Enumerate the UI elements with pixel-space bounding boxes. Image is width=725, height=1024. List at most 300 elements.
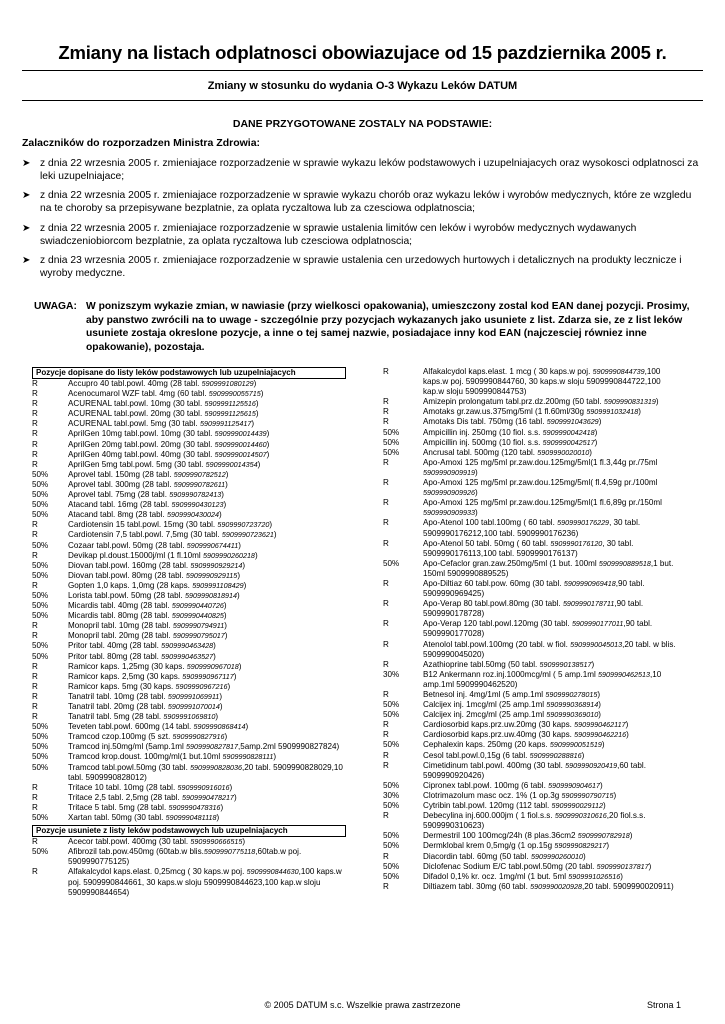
table-row — [32, 470, 346, 480]
drug-entry: Apo-Amoxi 125 mg/5ml pr.zaw.dou.125mg/5ml( fl.4,59g pr./100ml 5909990909926) — [423, 478, 658, 498]
page-subtitle: Zmiany w stosunku do wydania O-3 Wykazu Leków DATUM — [207, 80, 518, 92]
section-header: Pozycje usuniete z listy leków podstawowych lub uzupelniajacych — [32, 825, 346, 837]
ean-code: 5909991069810 — [163, 712, 216, 722]
reimbursement-code: R — [32, 409, 38, 419]
table-row — [32, 742, 346, 752]
drug-entry: Pritor tabl. 40mg (28 tabl. 5909990463428) — [68, 641, 216, 651]
reimbursement-code: R — [383, 498, 389, 508]
drug-entry-tail: ) — [598, 700, 601, 710]
ean-code: 5909990795017 — [172, 631, 225, 641]
page-number: Strona 1 — [646, 1000, 681, 1010]
drug-entry-tail: ) — [598, 710, 601, 720]
drug-entry-tail: ) — [606, 841, 610, 851]
drug-entry: Acecor tabl.powl. 400mg (30 tabl. 5909990666515) — [68, 837, 246, 847]
drug-entry: Ramicor kaps. 5mg (30 kaps. 5909990967216) — [68, 681, 231, 691]
ean-code: 5909990478217 — [181, 792, 234, 802]
table-row — [383, 397, 683, 407]
drug-entry: Afibrozil tab.pow.450mg (60tab.w blis.5909990775118,60tab.w poj. 5909990775125) — [68, 847, 302, 867]
ean-code: 5909990260010 — [530, 851, 583, 861]
table-row — [383, 781, 683, 791]
drug-entry: Accupro 40 tabl.powl. 40mg (28 tabl. 5909991080129) — [68, 379, 257, 388]
drug-entry-tail: ) — [589, 447, 592, 457]
drug-entry: AprilGen 20mg tabl.powl. 20mg (30 tabl. 5909990014460) — [68, 439, 270, 449]
table-row — [32, 722, 346, 732]
ean-code: 5909990051519 — [549, 740, 602, 750]
drug-entry-tail: ) — [213, 651, 216, 661]
reimbursement-code: R — [383, 881, 389, 891]
table-row — [32, 631, 346, 641]
drug-entry-tail: ) — [597, 690, 601, 699]
drug-entry: Tanatril tabl. 20mg (28 tabl. 5909991070014) — [68, 702, 223, 711]
ean-code: 5909990278015 — [545, 690, 598, 699]
drug-entry: Atacand tabl. 8mg (28 tabl. 5909990430024) — [68, 510, 222, 520]
table-row — [32, 793, 346, 803]
ean-code: 5909991125615 — [204, 409, 256, 419]
drug-entry-tail: ) — [233, 792, 237, 802]
ean-code: 5909991069911 — [167, 691, 220, 701]
drug-entry: Diovan tabl.powl. 160mg (28 tabl. 5909990929214) — [68, 560, 246, 570]
ean-code: 5909990042418 — [542, 427, 595, 437]
ean-code: 5909990666515 — [190, 837, 243, 847]
reimbursement-code: R — [32, 399, 38, 409]
table-row — [32, 561, 346, 571]
drug-entry-tail: ,20 tabl. 5909990828029,10 tabl. 5909990828012) — [68, 762, 343, 782]
ean-code: 5909991108429 — [192, 580, 244, 590]
reimbursement-code: R — [32, 379, 38, 388]
ean-code: 5909990674411 — [186, 540, 239, 550]
table-row — [383, 801, 683, 811]
drug-entry-tail: ) — [224, 732, 228, 742]
ean-code: 5909990176229 — [557, 518, 610, 528]
reimbursement-code: R — [383, 639, 389, 649]
reimbursement-code: 50% — [383, 558, 400, 568]
copyright: © 2005 DATUM s.c. Wszelkie prawa zastrzezone — [264, 1000, 461, 1010]
drug-entry: Apo-Cefaclor gran.zaw.250mg/5ml (1 but. 100ml 5909990889518,1 but. 150ml 5909990889525) — [423, 558, 674, 578]
reimbursement-code: 50% — [32, 510, 49, 520]
table-row — [383, 428, 683, 438]
table-row — [383, 579, 683, 599]
table-row — [32, 581, 346, 591]
reimbursement-code: R — [32, 621, 38, 631]
ean-code: 5909990829217 — [554, 841, 607, 851]
table-row — [32, 571, 346, 581]
ean-code: 5909991032418 — [586, 407, 639, 417]
table-row — [32, 399, 346, 409]
table-row — [383, 831, 683, 841]
drug-entry-tail: ) — [600, 780, 603, 790]
reimbursement-code: 50% — [32, 813, 49, 823]
drug-entry: Gopten 1,0 kaps. 1,0mg (28 kaps. 5909991108429) — [68, 580, 247, 590]
table-row — [383, 761, 683, 781]
reimbursement-code: 50% — [383, 841, 400, 851]
table-row — [32, 692, 346, 702]
drug-entry: Xartan tabl. 50mg (30 tabl. 5909990481118) — [68, 813, 220, 823]
table-row — [383, 640, 683, 660]
arrow-bullet-icon: ➤ — [22, 255, 31, 266]
reimbursement-code: R — [32, 782, 38, 792]
ean-code: 5909990430024 — [166, 510, 219, 520]
reimbursement-code: R — [32, 520, 38, 530]
drug-entry-tail: ) — [254, 550, 258, 560]
reimbursement-code: R — [383, 367, 389, 376]
reimbursement-code: 50% — [32, 732, 49, 742]
reimbursement-code: R — [32, 867, 38, 877]
ean-code: 5909990369010 — [546, 710, 599, 720]
drug-entry: Acenocumarol WZF tabl. 4mg (60 tabl. 5909990055715) — [68, 389, 264, 399]
page-title: Zmiany na listach odplatnosci obowiazujace od 15 pazdziernika 2005 r. — [58, 42, 667, 63]
reimbursement-code: 50% — [383, 437, 400, 447]
drug-entry: Apo-Diltiaz 60 tabl.pow. 60mg (30 tabl. 5909990969418,90 tabl. 5909990969425) — [423, 578, 645, 599]
drug-entry: Ramicor kaps. 2,5mg (30 kaps. 5909990967117) — [68, 671, 237, 681]
ean-code: 5909991125417 — [199, 419, 252, 429]
drug-entry-tail: ) — [655, 397, 659, 407]
drug-entry-tail: ) — [224, 621, 227, 631]
table-row — [32, 611, 346, 621]
table-row — [383, 458, 683, 478]
drug-entry: Apo-Amoxi 125 mg/5ml pr.zaw.dou.125mg/5ml(1 fl.6,89g pr./150ml 5909990909933) — [423, 498, 662, 518]
drug-entry: Cardiotensin 7,5 tabl.powl. 7,5mg (30 tabl. 5909990723621) — [68, 530, 277, 540]
drug-entry-tail: ,90 tabl. 5909990177028) — [423, 619, 653, 639]
drug-entry: Tramcod krop.doust. 100mg/ml(1 but.10ml 5909990828111) — [68, 752, 277, 762]
drug-entry: Debecylina inj.600.000jm ( 1 fiol.s.s. 5909990310616,20 fiol.s.s. 5909990310623) — [423, 811, 646, 831]
drug-entry-tail: ,90 tabl. 5909990178728) — [423, 599, 644, 619]
drug-entry-tail: ) — [216, 813, 220, 823]
table-row — [32, 702, 346, 712]
bullet-item: ➤ z dnia 23 wrzesnia 2005 r. zmieniajace rozporzadzenie w sprawie ustalenia cen urzedowych hurtowych i detalicznych na produkty lecznicze i wyroby medyczne. — [22, 255, 682, 279]
ean-code: 5909990969418 — [563, 578, 616, 588]
ean-code: 5909990260218 — [202, 550, 255, 560]
reimbursement-code: R — [32, 459, 38, 469]
reimbursement-code: R — [32, 837, 38, 847]
drug-entry-tail: ) — [269, 520, 273, 530]
drug-entry-tail: ) — [474, 467, 478, 477]
table-row — [383, 448, 683, 458]
ean-code: 5909990481118 — [165, 813, 217, 823]
drug-entry: Diovan tabl.powl. 80mg (28 tabl. 5909990929115) — [68, 570, 241, 580]
table-row — [383, 751, 683, 761]
drug-entry: Ancrusal tabl. 500mg (120 tabl. 5909990020010) — [423, 447, 592, 457]
table-row — [32, 520, 346, 530]
drug-entry-tail: ) — [242, 560, 246, 570]
reimbursement-code: 50% — [32, 601, 49, 611]
reimbursement-code: R — [383, 760, 389, 770]
ean-code: 5909990440825 — [171, 611, 224, 621]
drug-entry-tail: ) — [238, 661, 242, 671]
drug-entry-tail: ) — [245, 722, 249, 732]
table-row — [383, 670, 683, 690]
drug-entry-tail: ) — [638, 407, 641, 417]
drug-entry-tail: ) — [225, 469, 229, 479]
reimbursement-code: 50% — [32, 752, 49, 762]
reimbursement-code: 50% — [32, 570, 49, 580]
reimbursement-code: R — [383, 578, 389, 588]
ean-code: 5909990138517 — [539, 659, 592, 669]
reimbursement-code: R — [32, 691, 38, 701]
reimbursement-code: R — [32, 429, 38, 439]
ean-code: 5909990909919 — [423, 467, 475, 477]
table-row — [32, 490, 346, 500]
drug-entry-tail: ,60tab.w poj. 5909990775125) — [68, 847, 302, 867]
ean-code: 5909990818914 — [184, 590, 237, 600]
drug-entry-tail: ,5amp.2ml 5909990827824) — [237, 742, 340, 752]
reimbursement-code: 50% — [32, 479, 49, 489]
table-row — [383, 498, 683, 518]
drug-entry: Cephalexin kaps. 250mg (20 kaps. 5909990051519) — [423, 740, 605, 750]
drug-entry: Ramicor kaps. 1,25mg (30 kaps. 5909990967018) — [68, 661, 242, 671]
drug-entry-tail: ) — [255, 399, 259, 409]
reimbursement-code: 30% — [383, 790, 400, 800]
drug-entry: Apo-Atenol 100 tabl.100mg ( 60 tabl. 5909990176229, 30 tabl. 5909990176212,100 tabl. 5909990176236) — [423, 518, 641, 538]
drug-entry: Tritace 10 tabl. 10mg (28 tabl. 5909990916016) — [68, 782, 233, 792]
drug-entry-tail: ) — [255, 409, 259, 419]
reimbursement-code: 50% — [32, 742, 49, 752]
ean-code: 5909990045013 — [570, 639, 623, 649]
table-row — [383, 700, 683, 710]
drug-entry: Tritace 5 tabl. 5mg (28 tabl. 5909990478316) — [68, 802, 224, 812]
ean-code: 5909990310616 — [554, 811, 607, 821]
bullet-item: ➤ z dnia 22 wrzesnia 2005 r. zmieniajace rozporzadzenie w sprawie ustalenia limitów cen leków i wyrobów medycznych wydawanych swiadczeniobiorcom bezplatnie, za oplata ryczaltowa lub czesciowa odplatnoscia; — [22, 223, 637, 247]
table-row — [383, 710, 683, 720]
table-row — [32, 621, 346, 631]
table-row — [32, 409, 346, 419]
reimbursement-code: 50% — [383, 861, 400, 871]
drug-entry: Pritor tabl. 80mg (28 tabl. 5909990463527) — [68, 651, 216, 661]
drug-entry-tail: , 30 tabl. 5909990176212,100 tabl. 5909990176236) — [423, 518, 641, 538]
drug-entry: Alfakalcydol kaps.elast. 0,25mcg ( 30 kaps.w poj. 5909990844630,100 kaps.w poj. 5909990844661, 30 kaps.w sloju 5909990844623,100 kap.w sloju 5909990844654) — [68, 867, 342, 897]
reimbursement-code: R — [383, 851, 389, 861]
drug-entry-tail: ,20 fiol.s.s. 5909990310623) — [423, 811, 646, 831]
ean-code: 5909990055715 — [208, 389, 261, 399]
drug-entry-tail: ) — [223, 601, 227, 611]
drug-entry-tail: ) — [594, 437, 598, 447]
table-row — [383, 852, 683, 862]
ean-code: 5909990929115 — [185, 570, 238, 580]
table-row — [32, 712, 346, 722]
reimbursement-code: R — [32, 389, 38, 399]
prepared-heading: DANE PRZYGOTOWANE ZOSTALY NA PODSTAWIE: — [232, 118, 493, 130]
ean-code: 5909990828111 — [222, 752, 274, 762]
ean-code: 5909991080129 — [201, 379, 254, 388]
ean-code: 5909990794911 — [172, 621, 225, 631]
drug-entry: Aprovel tabl. 150mg (28 tabl. 5909990782512) — [68, 469, 229, 479]
bullet-item: ➤ z dnia 22 wrzesnia 2005 r. zmieniajace rozporzadzenie w sprawie wykazu leków podstawowych i uzupelniajacych oraz wysokosci odplatnosci za leki uzupelniajace; — [22, 158, 699, 182]
drug-entry: Atacand tabl. 16mg (28 tabl. 5909990430123) — [68, 500, 227, 510]
table-row — [32, 732, 346, 742]
table-row — [383, 862, 683, 872]
table-row — [32, 541, 346, 551]
drug-entry: Tanatril tabl. 10mg (28 tabl. 5909991069911) — [68, 691, 223, 701]
drug-entry: Calcijex inj. 2mcg/ml (25 amp.1ml 5909990369010) — [423, 710, 601, 720]
reimbursement-code: 50% — [32, 490, 49, 500]
table-row — [32, 440, 346, 450]
reimbursement-code: 50% — [383, 780, 400, 790]
drug-entry: Cardiosorbid kaps.prz.uw.20mg (30 kaps. 5909990462117) — [423, 720, 629, 730]
ean-code: 5909990929214 — [190, 560, 243, 570]
drug-entry-tail: ,90 tabl. 5909990969425) — [423, 578, 645, 599]
drug-entry-tail: ) — [218, 510, 222, 520]
drug-entry-tail: ) — [474, 508, 478, 518]
ean-code: 5909990430123 — [171, 500, 224, 510]
drug-entry: Azathioprine tabl.50mg (50 tabl. 5909990138517) — [423, 659, 595, 669]
ean-code: 5909990723621 — [221, 530, 274, 540]
reimbursement-code: 30% — [383, 669, 400, 679]
drug-entry: Aprovel tabl. 300mg (28 tabl. 5909990782611) — [68, 479, 228, 489]
drug-entry-tail: ) — [629, 831, 633, 841]
drug-entry-tail: ,20 tabl. w blis. 5909990045020) — [423, 639, 676, 659]
table-row — [32, 419, 346, 429]
drug-entry: Amotaks Dis tabl. 750mg (16 tabl. 5909991043629) — [423, 417, 602, 427]
table-row — [32, 641, 346, 651]
table-row — [383, 791, 683, 801]
ean-code: 5909990178711 — [562, 599, 615, 609]
ean-code: 5909990020010 — [537, 447, 590, 457]
reimbursement-code: R — [32, 580, 38, 590]
ean-code: 5909990782512 — [173, 469, 226, 479]
section-header: Pozycje dopisane do listy leków podstawowych lub uzupelniajacych — [32, 367, 346, 379]
drug-entry-tail: ) — [220, 802, 224, 812]
reimbursement-code: R — [383, 417, 389, 427]
reimbursement-code: R — [383, 690, 389, 699]
drug-entry: ACURENAL tabl.powl. 20mg (30 tabl. 5909991125615) — [68, 409, 259, 419]
table-row — [32, 763, 346, 783]
drug-entry-tail: ,1 but. 150ml 5909990889525) — [423, 558, 674, 578]
ean-code: 5909990916016 — [177, 782, 230, 792]
ean-code: 5909990137817 — [596, 861, 649, 871]
drug-entry: Betnesol inj. 4mg/1ml (5 amp.1ml 5909990278015) — [423, 690, 601, 699]
ean-code: 5909990909926 — [423, 488, 475, 498]
table-row — [383, 367, 683, 397]
drug-entry-tail: ) — [260, 389, 264, 399]
reimbursement-code: 50% — [383, 427, 400, 437]
drug-entry: B12 Ankermann roz.inj.1000mcg/ml ( 5 amp.1ml 5909990462513,10 amp.1ml 5909990462520) — [423, 669, 662, 689]
ean-code: 5909990042517 — [542, 437, 595, 447]
reimbursement-code: R — [32, 702, 38, 711]
reimbursement-code: 50% — [32, 762, 49, 772]
drug-entry: Lorista tabl.powl. 50mg (28 tabl. 5909990818914) — [68, 590, 240, 600]
reimbursement-code: R — [32, 449, 38, 459]
table-row — [383, 811, 683, 831]
table-row — [383, 478, 683, 498]
reimbursement-code: R — [383, 811, 389, 821]
drug-entry-tail: ) — [219, 702, 223, 711]
reimbursement-code: R — [383, 407, 389, 417]
drug-entry-tail: ) — [223, 500, 227, 510]
table-row — [32, 847, 346, 867]
ean-code: 5909990029112 — [551, 801, 603, 811]
reimbursement-code: R — [383, 750, 389, 760]
reimbursement-code: 50% — [383, 447, 400, 457]
reimbursement-code: R — [32, 671, 38, 681]
drug-entry-tail: ) — [474, 488, 478, 498]
reimbursement-code: R — [32, 419, 38, 429]
ean-code: 5909990288816 — [529, 750, 582, 760]
reimbursement-code: 50% — [383, 700, 400, 710]
reimbursement-code: 50% — [383, 740, 400, 750]
reimbursement-code: 50% — [383, 871, 400, 881]
table-row — [383, 518, 683, 538]
drug-entry: Aprovel tabl. 75mg (28 tabl. 5909990782413) — [68, 490, 224, 500]
drug-entry: Alfakalcydol kaps.elast. 1 mcg ( 30 kaps.w poj. 5909990844739,100 kaps.w poj. 5909990844760, 30 kaps.w sloju 5909990844722,100 kap.w sloju 5909990844753) — [423, 367, 661, 397]
drug-entry: AprilGen 40mg tabl.powl. 40mg (30 tabl. 5909990014507) — [68, 449, 270, 459]
table-row — [32, 450, 346, 460]
left-column — [32, 367, 346, 898]
drug-entry-tail: ,60 tabl. 5909990920426) — [423, 760, 646, 780]
table-row — [383, 599, 683, 619]
drug-entry: Tramcod czop.100mg (5 szt. 5909990827916) — [68, 732, 228, 742]
ean-code: 5909990462216 — [574, 730, 627, 740]
drug-entry-tail: ) — [620, 871, 623, 881]
table-row — [32, 551, 346, 561]
ean-code: 5909990368914 — [546, 700, 599, 710]
reimbursement-code: 50% — [383, 710, 400, 720]
drug-entry-tail: ) — [213, 641, 216, 651]
drug-entry-tail: ) — [625, 720, 629, 730]
table-row — [383, 438, 683, 448]
ean-code: 5909990782918 — [577, 831, 630, 841]
drug-entry: Devikap pl.doust.15000j/ml (1 fl.10ml 5909990260218) — [68, 550, 258, 560]
drug-entry-tail: ) — [253, 379, 257, 388]
reimbursement-code: R — [383, 518, 389, 528]
drug-entry-tail: ) — [266, 449, 270, 459]
drug-entry-tail: ) — [223, 611, 227, 621]
reimbursement-code: R — [32, 802, 38, 812]
ean-code: 5909990463527 — [161, 651, 214, 661]
drug-entry: Apo-Atenol 50 tabl. 50mg ( 60 tabl. 5909990176120, 30 tabl. 5909990176113,100 tabl. 5909990176137) — [423, 538, 634, 558]
drug-entry-tail: ) — [601, 740, 605, 750]
table-row — [32, 803, 346, 813]
drug-entry-tail: ) — [251, 419, 255, 429]
drug-entry-tail: ) — [237, 570, 241, 580]
drug-entry-tail: ) — [273, 530, 277, 540]
table-row — [32, 530, 346, 540]
ean-code: 5909990176120 — [550, 538, 603, 548]
reimbursement-code: R — [32, 631, 38, 641]
ean-code: 5909990462513 — [598, 669, 650, 679]
arrow-bullet-icon: ➤ — [22, 158, 31, 169]
drug-entry: Diclofenac Sodium E/C tabl.powl.50mg (20 tabl. 5909990137817) — [423, 861, 652, 871]
ean-code: 5909990177011 — [571, 619, 624, 629]
drug-entry: Ampicillin inj. 500mg (10 fiol. s.s. 5909990042517) — [423, 437, 598, 447]
reimbursement-code: R — [383, 619, 389, 629]
note-text: W ponizszym wykazie zmian, w nawiasie (przy wielkosci opakowania), umieszczony zostal kod EAN danej pozycji. Prosimy, aby panstwo zwrócili na to uwage - szczególnie przy pozycjach wykazanych jako usuniete z list. Zdarza sie, ze z list leków usuniete zostaja okreslone pozycje, a inne o tej samej nazwie, posiadajace inny kod EAN (najczesciej równiez inne opakowanie), pozostaja. — [86, 301, 690, 353]
table-row — [32, 672, 346, 682]
ean-code: 5909990967216 — [175, 681, 228, 691]
divider — [22, 100, 703, 101]
drug-entry-tail: ) — [598, 417, 602, 427]
reimbursement-code: R — [32, 712, 38, 722]
drug-entry: Apo-Verap 120 tabl.powl.120mg (30 tabl. 5909990177011,90 tabl. 5909990177028) — [423, 619, 653, 639]
drug-entry: Cesol tabl.powl.0,15g (6 tabl. 5909990288816) — [423, 750, 585, 760]
table-row — [383, 690, 683, 700]
drug-entry: Apo-Verap 80 tabl.powl.80mg (30 tabl. 5909990178711,90 tabl. 5909990178728) — [423, 599, 644, 619]
drug-entry: Cimetidinum tabl.powl. 400mg (30 tabl. 5909990920419,60 tabl. 5909990920426) — [423, 760, 646, 780]
drug-entry-tail: ) — [243, 580, 247, 590]
ean-code: 5909990904617 — [548, 780, 601, 790]
drug-entry: Difadol 0,1% kr. ocz. 1mg/ml (1 but. 5ml 5909991026516) — [423, 871, 623, 881]
drug-entry: Amizepin prolongatum tabl.prz.dz.200mg (50 tabl. 5909990831319) — [423, 397, 659, 407]
table-row — [32, 783, 346, 793]
drug-entry-tail: ) — [582, 851, 586, 861]
ean-code: 5909990463428 — [161, 641, 214, 651]
ean-code: 5909990014507 — [214, 449, 267, 459]
ean-code: 5909990462117 — [574, 720, 626, 730]
table-row — [32, 662, 346, 672]
reimbursement-code: R — [383, 397, 389, 407]
bullet-item: ➤ z dnia 22 wrzesnia 2005 r. zmieniajace rozporzadzenie w sprawie wykazu chorób oraz wykazu leków i wyrobów medycznych, które ze wzgledu na te choroby sa przepisywane bezplatnie, za oplata ryczaltowa lub za czesciowa odplatnoscia; — [22, 190, 692, 214]
drug-entry: Cozaar tabl.powl. 50mg (28 tabl. 5909990674411) — [68, 540, 241, 550]
reimbursement-code: R — [32, 550, 38, 560]
ean-code: 5909990967018 — [186, 661, 239, 671]
